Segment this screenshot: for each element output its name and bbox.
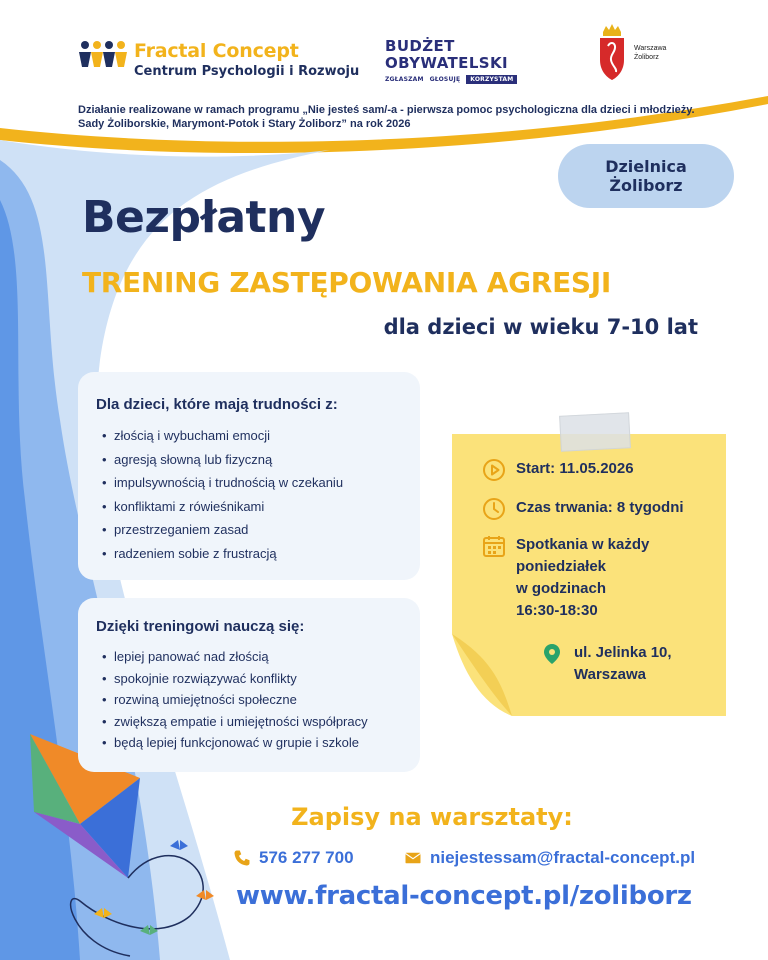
- benefits-list: [96, 646, 404, 754]
- list-item: • konfliktami z rówieśnikami: [96, 495, 404, 519]
- list-item: • rozwiną umiejętności społeczne: [96, 689, 404, 711]
- meetings-line: 16:30-18:30: [516, 602, 598, 619]
- difficulties-card: [78, 372, 420, 580]
- benefits-title: Dzięki treningowi nauczą się:: [96, 618, 305, 635]
- fractal-concept-logo: [78, 40, 359, 80]
- program-description: Działanie realizowane w ramach programu „Nie jesteś sam/-a - pierwsza pomoc psychologiczna dla dzieci i młodzieży. Sady Żoliborskie, Marymont-Potok i Stary Żoliborz” na rok 2026: [78, 104, 695, 130]
- email-contact[interactable]: [404, 846, 695, 870]
- people-logo-icon: [78, 40, 128, 68]
- meetings-row: [482, 534, 649, 622]
- email-address[interactable]: niejestessam@fractal-concept.pl: [430, 848, 696, 867]
- envelope-icon: [404, 849, 422, 867]
- warsaw-zoliborz-logo: [598, 24, 666, 82]
- badge-line2: Żoliborz: [609, 176, 683, 195]
- duration: Czas trwania: 8 tygodni: [516, 499, 684, 516]
- play-circle-icon: [482, 458, 506, 482]
- list-item: • spokojnie rozwiązywać konflikty: [96, 668, 404, 690]
- location-row: [540, 642, 672, 686]
- duration-row: [482, 497, 684, 521]
- list-item: • zwiększą empatie i umiejętności współpracy: [96, 711, 404, 733]
- phone-number[interactable]: 576 277 700: [259, 848, 354, 867]
- difficulties-list: [96, 424, 404, 565]
- list-item: • będą lepiej funkcjonować w grupie i szkole: [96, 732, 404, 754]
- budget-line2: OBYWATELSKI: [385, 54, 508, 72]
- budget-tag: KORZYSTAM: [466, 75, 517, 84]
- meetings-line: poniedziałek: [516, 558, 607, 575]
- website-link[interactable]: www.fractal-concept.pl/zoliborz: [236, 881, 692, 911]
- calendar-icon: [482, 534, 506, 558]
- budget-logo: [385, 38, 517, 84]
- meetings-line: Spotkania w każdy: [516, 536, 650, 553]
- budget-tags: [385, 75, 517, 84]
- location-line: Warszawa: [574, 666, 646, 683]
- meetings-line: w godzinach: [516, 580, 606, 597]
- fractal-name: Fractal Concept: [134, 40, 299, 62]
- headline-age: dla dzieci w wieku 7-10 lat: [383, 315, 698, 339]
- signup-title: Zapisy na warsztaty:: [291, 803, 573, 831]
- tape-strip: [559, 412, 631, 452]
- start-row: [482, 458, 634, 482]
- list-item: • lepiej panować nad złością: [96, 646, 404, 668]
- headline-training: TRENING ZASTĘPOWANIA AGRESJI: [82, 266, 612, 299]
- map-pin-icon: [540, 642, 564, 666]
- district-badge: [558, 144, 734, 208]
- benefits-card: [78, 598, 420, 772]
- list-item: • złością i wybuchami emocji: [96, 424, 404, 448]
- phone-contact[interactable]: [233, 846, 354, 870]
- list-item: • przestrzeganiem zasad: [96, 518, 404, 542]
- budget-tag: ZGŁASZAM: [385, 76, 424, 83]
- clock-icon: [482, 497, 506, 521]
- location-line: ul. Jelinka 10,: [574, 644, 672, 661]
- list-item: • agresją słowną lub fizyczną: [96, 448, 404, 472]
- start-date: Start: 11.05.2026: [516, 460, 634, 477]
- warsaw-line2: Żoliborz: [634, 54, 659, 61]
- fractal-subtitle: Centrum Psychologii i Rozwoju: [134, 64, 360, 79]
- badge-line1: Dzielnica: [605, 157, 687, 176]
- difficulties-title: Dla dzieci, które mają trudności z:: [96, 396, 338, 413]
- budget-line1: BUDŻET: [385, 37, 455, 55]
- phone-icon: [233, 849, 251, 867]
- headline-free: Bezpłatny: [82, 192, 326, 243]
- coat-of-arms-icon: [598, 24, 626, 82]
- warsaw-line1: Warszawa: [634, 45, 667, 52]
- budget-tag: GŁOSUJĘ: [429, 76, 461, 83]
- list-item: • impulsywnością i trudnością w czekaniu: [96, 471, 404, 495]
- list-item: • radzeniem sobie z frustracją: [96, 542, 404, 566]
